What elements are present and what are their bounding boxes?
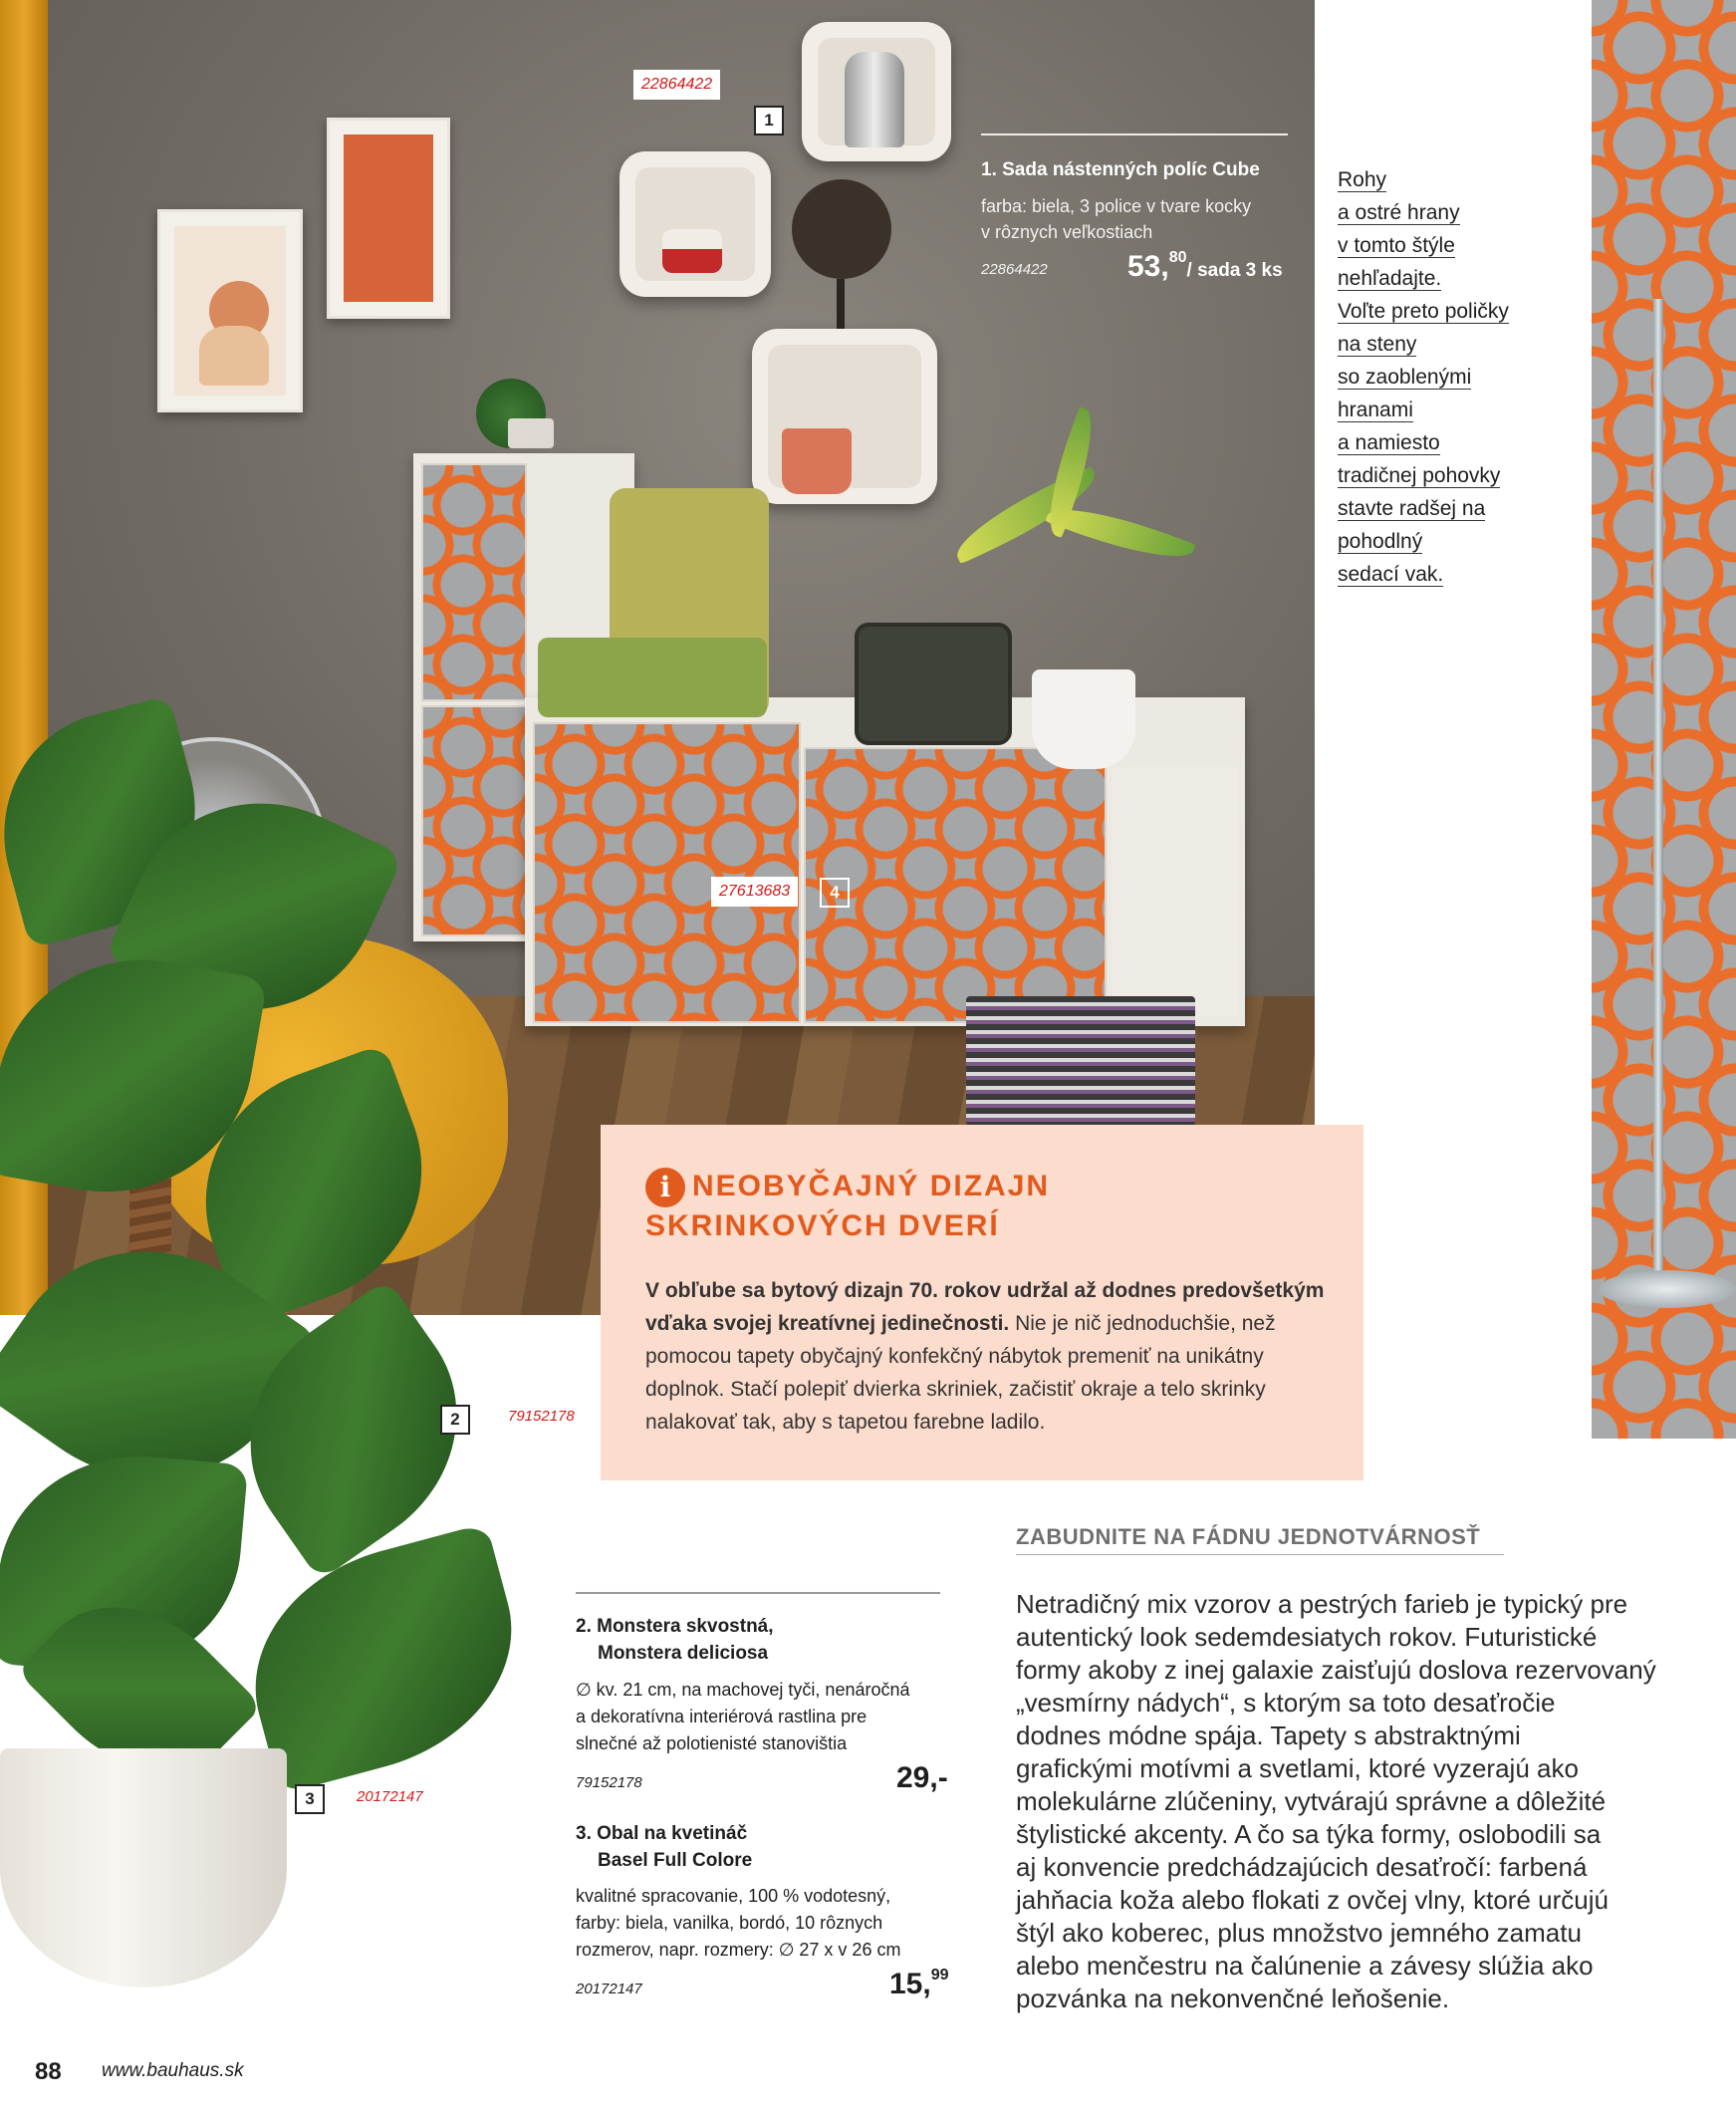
floor-lamp [1653, 299, 1663, 1305]
side-note-line [1338, 262, 1557, 295]
radio [855, 623, 1012, 745]
product2-title-line2: Monstera deliciosa [598, 1643, 769, 1664]
section-heading: ZABUDNITE NA FÁDNU JEDNOTVÁRNOSŤ [1016, 1524, 1481, 1549]
side-note-text: stavte radšej na [1338, 497, 1486, 520]
marker-number-1: 1 [754, 106, 784, 135]
product2-sku: 79152178 [576, 1774, 642, 1791]
side-note-text: tradičnej pohovky [1338, 464, 1501, 487]
terracotta-pot [782, 428, 852, 494]
floor-lamp-base [1599, 1270, 1736, 1308]
side-note [1338, 163, 1557, 591]
side-note-line [1338, 525, 1557, 558]
side-note-line [1338, 196, 1557, 229]
side-note-line [1338, 361, 1557, 394]
marker-number-3: 3 [295, 1784, 325, 1814]
wallpaper-sample [1592, 0, 1736, 1439]
side-note-text: hranami [1338, 398, 1413, 421]
side-note-text: Rohy [1338, 168, 1387, 191]
basel-planter [0, 1748, 287, 1987]
footer-url[interactable]: www.bauhaus.sk [102, 2060, 244, 2081]
side-note-text: nehľadajte. [1338, 267, 1442, 290]
section-body-line: autentický look sedemdesiatych rokov. Futuristické [1016, 1622, 1598, 1652]
section-body-line: jahňacia koža alebo flokati z ovčej vlny, ktoré určujú [1016, 1885, 1609, 1915]
sku-label-1: 22864422 [633, 70, 720, 100]
section-body-line: pozvánka na nekonvenčné leňošenie. [1016, 1984, 1450, 2013]
side-note-text: Voľte preto poličky [1338, 300, 1509, 323]
product3-desc-line3: rozmerov, napr. rozmery: ∅ 27 x v 26 cm [576, 1940, 901, 1960]
toy-van [662, 229, 722, 273]
product2-rule [576, 1592, 940, 1594]
vinyl-records [966, 996, 1195, 1126]
section-body-line: Netradičný mix vzorov a pestrých farieb je typický pre [1016, 1589, 1628, 1619]
side-note-line [1338, 394, 1557, 426]
side-note-line [1338, 328, 1557, 361]
sku-label-2: 79152178 [508, 1408, 575, 1425]
section-body-line: aj konvencie predchádzajúcich desaťročí: farbená [1016, 1852, 1588, 1882]
product2-title-line1: 2. Monstera skvostná, [576, 1616, 774, 1637]
side-note-line [1338, 558, 1557, 591]
decor-stand [837, 279, 845, 329]
section-body-line: formy akoby z inej galaxie zaisťujú doslova rezervovaný [1016, 1655, 1656, 1685]
section-body-line: štýl ako koberec, plus množstvo jemného zamatu [1016, 1918, 1582, 1948]
product1-desc-line1: farba: biela, 3 police v tvare kocky [981, 196, 1252, 216]
product3-title-line2: Basel Full Colore [598, 1850, 753, 1871]
section-body-line: molekulárne zlúčeniny, vytvárajú správne a dôležité [1016, 1786, 1607, 1816]
info-title-line1: NEOBYČAJNÝ DIZAJN [692, 1170, 1051, 1202]
side-note-text: so zaoblenými [1338, 366, 1472, 389]
sku-label-3: 20172147 [357, 1788, 423, 1805]
low-cabinet [525, 697, 1245, 1026]
marker-number-2: 2 [440, 1405, 470, 1435]
product1-price: 53,80/ sada 3 ks [1127, 249, 1283, 283]
product1-sku: 22864422 [981, 261, 1048, 278]
section-body-line: alebo menčestru na čalúnenie a závesy slúžia ako [1016, 1951, 1594, 1981]
page-number: 88 [35, 2058, 62, 2085]
product2-desc-line1: ∅ kv. 21 cm, na machovej tyči, nenáročná [576, 1680, 910, 1700]
product1-desc-line2: v rôznych veľkostiach [981, 222, 1153, 242]
side-note-text: pohodlný [1338, 530, 1423, 553]
product3-sku: 20172147 [576, 1981, 642, 1997]
section-body-line: štylistické akcenty. A čo sa týka formy, oslobodili sa [1016, 1819, 1602, 1849]
info-title-line2: SKRINKOVÝCH DVERÍ [645, 1209, 1000, 1242]
wall-decor-disc [792, 179, 891, 279]
info-icon: i [645, 1168, 685, 1207]
side-note-text: a namiesto [1338, 431, 1440, 454]
camera [508, 418, 554, 448]
section-body-line: dodnes módne spája. Tapety s abstraktnými [1016, 1720, 1521, 1750]
side-note-line [1338, 426, 1557, 459]
product2-desc-line2: a dekoratívna interiérová rastlina pre [576, 1707, 868, 1726]
section-body-line: grafickými motívmi a svetlami, ktoré vyzerajú ako [1016, 1753, 1579, 1783]
section-body-line: „vesmírny nádych“, s ktorým sa toto desaťročie [1016, 1688, 1556, 1718]
side-note-text: sedací vak. [1338, 563, 1444, 586]
side-note-text: na steny [1338, 333, 1417, 356]
wall-art-abstract [157, 209, 303, 412]
record-player [538, 638, 767, 717]
info-box [601, 1125, 1364, 1480]
product3-desc-line1: kvalitné spracovanie, 100 % vodotesný, [576, 1886, 891, 1906]
side-note-line [1338, 492, 1557, 525]
sku-label-4: 27613683 [711, 877, 798, 907]
product2-price: 29,- [896, 1761, 948, 1794]
white-planter [1032, 669, 1135, 769]
side-note-line [1338, 295, 1557, 328]
product1-rule [981, 133, 1288, 135]
side-note-text: v tomto štýle [1338, 234, 1455, 257]
info-body-bold: V obľube sa bytový dizajn 70. rokov udržal až dodnes predovšetkým vďaka svojej kreatívnej jedinečnosti. [645, 1279, 1325, 1335]
side-note-line [1338, 163, 1557, 196]
product1-title: 1. Sada nástenných políc Cube [981, 159, 1260, 180]
product3-title-line1: 3. Obal na kvetináč [576, 1823, 748, 1844]
section-heading-rule [1016, 1554, 1504, 1555]
product2-desc-line3: slnečné až polotienisté stanovištia [576, 1733, 848, 1753]
wall-art-orange [327, 118, 450, 319]
product3-price: 15,99 [889, 1967, 949, 2000]
side-note-line [1338, 229, 1557, 262]
silver-cat-figurine [845, 52, 904, 147]
section-body [1016, 1588, 1713, 2015]
info-body-regular: Nie je nič jednoduchšie, než pomocou tapety obyčajný konfekčný nábytok premeniť na unikátny doplnok. Stačí polepiť dvierka skriniek, začistiť okraje a telo skrinky nalakovať tak, aby s tapetou farebne ladilo. [645, 1312, 1276, 1434]
cube-shelf-middle [620, 151, 771, 297]
marker-number-4: 4 [820, 878, 850, 908]
side-note-line [1338, 459, 1557, 492]
product3-desc-line2: farby: biela, vanilka, bordó, 10 rôznych [576, 1913, 883, 1933]
side-note-text: a ostré hrany [1338, 201, 1460, 224]
info-body [645, 1274, 1343, 1439]
